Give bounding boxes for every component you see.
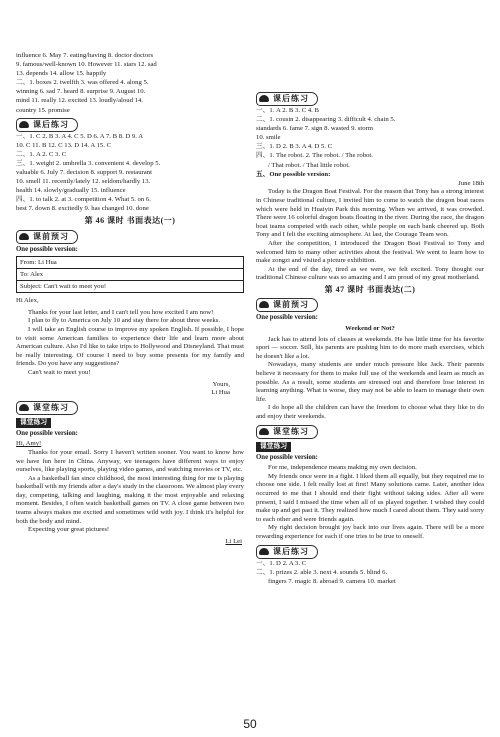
email-paragraph: Can't wait to meet you!	[28, 368, 91, 376]
version-label: One possible version:	[16, 429, 78, 437]
email-from: From: Li Hua	[17, 257, 243, 269]
answer-line: 四、1. The robot. 2. The robot. / The robot.	[256, 152, 373, 160]
answer-line: health 14. slowly/gradually 15. influence	[16, 187, 126, 195]
version-label: One possible version:	[256, 453, 318, 461]
email-paragraph: As a basketball fan since childhood, the most interesting thing for me is playing basketball with my friends after a day's study in the classroom. We almost play every day, competing, talking and laughing, making it the most enjoyable and relaxing moment. Besides, I often watch basketball games on TV. A close game between two teams always makes me excited and sometimes wild with joy. I think it's helpful for both the body and mind.	[16, 474, 244, 525]
answer-line: 10. smile	[256, 134, 281, 142]
answer-line: mind 11. really 12. excited 13. loudly/aloud 14.	[16, 97, 143, 105]
email-subject: Subject: Can't wait to meet you!	[20, 283, 107, 291]
version-label: One possible version:	[256, 314, 318, 322]
email-signature: Li Hua	[211, 389, 230, 397]
right-column	[256, 90, 484, 587]
essay-paragraph: I do hope all the children can have the freedom to choose what they like to do and enjoy their weekends.	[256, 404, 484, 420]
essay-paragraph: Jack has to attend lots of classes at weekends. He has little time for his favorite sport — soccer. Still, his parents are pushing him to do more math exercises, which he doesn't like a lot.	[256, 335, 484, 360]
diary-date: June 18th	[458, 179, 484, 187]
section-banner-after-class: 课后练习	[256, 545, 318, 559]
email-paragraph: Expecting your great pictures!	[28, 526, 110, 534]
answer-line: / That robot. / That little robot.	[268, 161, 350, 169]
left-column	[16, 52, 244, 546]
email-greeting: Hi, Amy!	[16, 440, 42, 448]
diary-paragraph: At the end of the day, tired as we were, we felt excited. Tony thought our traditional Chinese culture was so amazing and I am proud of my great motherland.	[256, 265, 484, 282]
cap-icon	[19, 404, 29, 411]
answer-line: country 15. promise	[16, 106, 70, 114]
answer-line: 一、1. C 2. B 3. A 4. C 5. D 6. A 7. B 8. D 9. A	[16, 132, 144, 140]
lesson-title: 第 47 课时 书面表达(二)	[324, 284, 416, 294]
email-paragraph: Thanks for your email. Sorry I haven't written sooner. You want to know how we have fun here in China. Anyway, we teenagers have different ways to enjoy ourselves, like playing sports, playing video games, and watching movies or TV, etc.	[16, 448, 244, 474]
essay-paragraph: My friends once were in a fight. I liked them all equally, but they required me to choose one side. I felt really lost at first! Many solutions came. Later, another idea occurred to me that I should end their fight without taking sides. After all were present, I said I missed the time when all of us played together. I wished they could make up and get past it. They realized how much I cared about them. They said sorry to each other and were friends again.	[256, 472, 484, 523]
answer-line: 二、1. cousin 2. disappearing 3. difficult 4. chain 5.	[256, 116, 396, 124]
answer-line: 10. smell 11. recently/lately 12. seldom/hardly 13.	[16, 178, 151, 186]
email-closing: Yours,	[212, 380, 230, 388]
email-to: To: Alex	[17, 269, 243, 281]
answer-line: 10. C 11. B 12. C 13. D 14. A 15. C	[16, 141, 112, 149]
email-paragraph: I will take an English course to improve my spoken English. If possible, I hope to visit some American families to experience their life and learn more about American culture. Also I'd like to take trips to Hollywood and Disneyland. That must be really interesting. Of course I need to buy some presents for my family and friends. Do you have any suggestions?	[16, 325, 244, 368]
answer-line: 二、1. A 2. C 3. C	[16, 150, 67, 158]
answer-line: fingers 7. magic 8. abroad 9. camera 10. market	[268, 577, 396, 585]
email-paragraph: I plan to fly to America on July 10 and stay there for about three weeks.	[28, 317, 221, 325]
email-header-table	[16, 256, 244, 293]
section-banner-in-class: 课堂练习	[16, 401, 78, 415]
answer-line: valuable 6. July 7. decision 8. support 9. restaurant	[16, 169, 152, 177]
essay-paragraph: For me, independence means making my own decision.	[268, 464, 417, 472]
answer-line: influence 6. May 7. eating/having 8. doctor doctors	[16, 52, 154, 59]
answer-line: 13. depends 14. allow 15. happily	[16, 70, 107, 78]
essay-paragraph: Nowadays, many students are under much pressure like Jack. Their parents believe it necessary for them to make full use of the weekends and learn as much as possible. As a result, some students are stressed out and therefore lose interest in learning anything. What is worse, they may not be able to learn to manage their own life.	[256, 361, 484, 403]
answer-line: best 7. down 8. excitedly 9. has changed 10. done	[16, 205, 149, 213]
lesson-title: 第 46 课时 书面表达(一)	[84, 216, 176, 225]
answer-line: 三、1. weight 2. umbrella 3. convenient 4. develop 5.	[16, 159, 161, 167]
section-banner-preview: 课前预习	[256, 298, 318, 312]
answer-line: 四、1. to talk 2. at 3. competition 4. What 5. on 6.	[16, 196, 151, 204]
email-paragraph: Thanks for your last letter, and I can't tell you how excited I am now!	[28, 308, 214, 316]
page-number: 50	[243, 717, 257, 731]
email-greeting: Hi Alex,	[16, 297, 39, 305]
cap-icon	[19, 121, 29, 128]
cap-icon	[259, 428, 269, 435]
section-banner-after-class: 课后练习	[16, 118, 78, 132]
answer-line: 三、1. D 2. B 3. A 4. D 5. C	[256, 143, 333, 151]
cap-icon	[259, 548, 269, 555]
answer-line: winning 6. sad 7. heard 8. surprise 9. August 10.	[16, 88, 146, 96]
version-label: 五、One possible version:	[256, 170, 331, 178]
essay-paragraph: My right decision brought joy back into our lives again. There will be a more rewarding experience for each if one tries to be true to oneself.	[256, 524, 484, 540]
answer-line: 二、1. prizes 2. able 3. next 4. sounds 5. blind 6.	[256, 568, 388, 576]
exercise-tag: 课堂练习	[16, 418, 51, 428]
section-banner-in-class: 课堂练习	[256, 425, 318, 439]
diary-paragraph: After the competition, I introduced the Dragon Boat Festival to Tony and welcomed him to many other activities about the festival. We went to learn how to make zongzi and visited a picture exhibition.	[256, 239, 484, 265]
answer-line: 9. famous/well-known 10. However 11. stars 12. sad	[16, 61, 157, 69]
section-banner-after-class: 课后练习	[256, 92, 318, 106]
cap-icon	[259, 301, 269, 308]
version-label: One possible version:	[16, 245, 78, 253]
answer-line: 一、1. D 2. A 3. C	[256, 559, 307, 567]
answer-line: standards 6. fame 7. sign 8. wasted 9. storm	[256, 125, 374, 133]
cap-icon	[259, 95, 269, 102]
cap-icon	[19, 233, 29, 240]
exercise-tag: 课堂练习	[256, 442, 291, 452]
answer-line: 二、1. boxes 2. twelfth 3. was offered 4. along 5.	[16, 79, 149, 87]
essay-title: Weekend or Not?	[345, 325, 395, 333]
email-signature: Li Lei	[225, 537, 242, 545]
answer-line: 一、1. A 2. B 3. C 4. B	[256, 107, 319, 114]
section-banner-preview: 课前预习	[16, 230, 78, 244]
diary-paragraph: Today is the Dragon Boat Festival. For the reason that Tony has a strong interest in Chinese traditional culture, I invited him to come to watch the dragon boat races which were held in Huaiyin Park this morning. When we arrived, it was crowded. There were 16 colorful dragon boats floating in the river. During the race, the dragon boat teams competed with each other, while people on each bank cheered up. Both Tony and I felt the exciting atmosphere. At last, the Courage Team won.	[256, 188, 484, 239]
